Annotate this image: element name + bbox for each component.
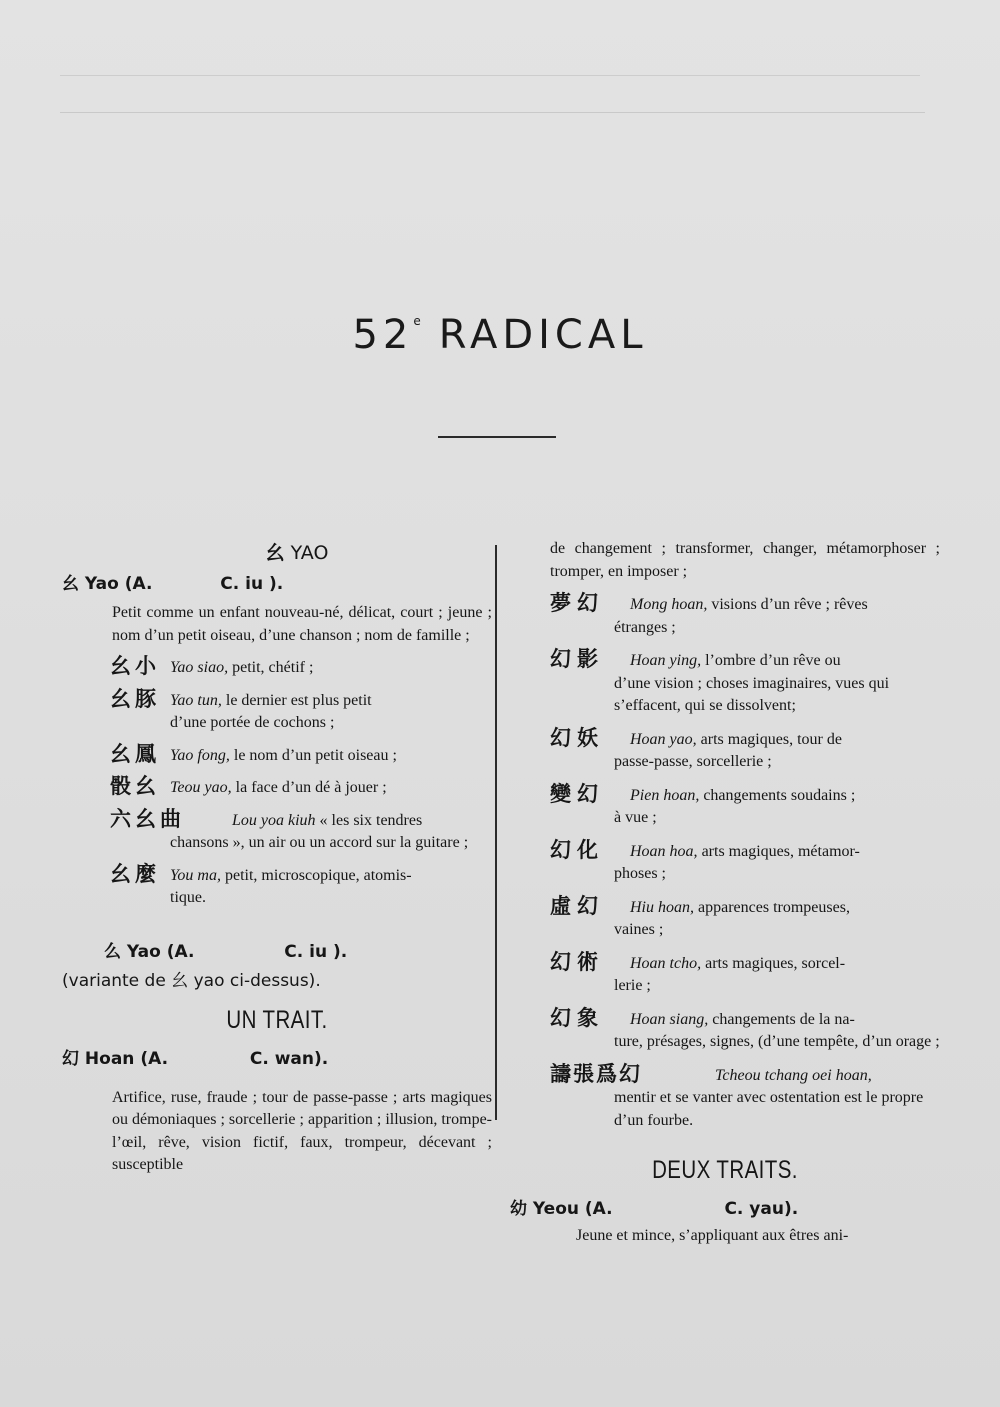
sub-cont: chansons », un air ou un accord sur la guitare ;	[170, 834, 469, 851]
sub-text: « les six tendres	[315, 811, 423, 829]
entry-a-label: (A.	[124, 574, 153, 594]
sub-chars: 幻術	[550, 949, 604, 974]
sub-entry-long	[510, 1061, 940, 1133]
sub-text: apparences trompeuses,	[694, 898, 850, 916]
sub-roman: Mong hoan,	[630, 596, 708, 613]
sub-entry	[510, 949, 940, 998]
right-column	[510, 538, 940, 1248]
sub-roman: Hiu hoan,	[630, 898, 694, 916]
entry-head-yeou	[510, 1195, 940, 1223]
sub-entry	[510, 647, 940, 718]
entry-c-label: C. iu ).	[284, 941, 348, 962]
section-title: UN TRAIT.	[226, 1005, 328, 1034]
sub-roman: Hoan tcho,	[630, 954, 702, 972]
entry-head-hoan	[62, 1045, 492, 1073]
sub-chars: 幻化	[550, 837, 604, 862]
entry-a-label: (A.	[584, 1199, 613, 1219]
sub-text: visions d’un rêve ; rêves	[707, 596, 868, 613]
entry-definition: Petit comme un enfant nouveau-né, délicat, court ; jeune ; nom d’un petit oiseau, d’une chanson ; nom de famille ;	[112, 604, 492, 644]
sub-entry	[62, 654, 492, 680]
sub-text: changements de la na-	[708, 1010, 855, 1028]
sub-chars: 幺麼	[110, 861, 160, 886]
sub-text: arts magiques, métamor-	[697, 842, 860, 860]
title-rule	[438, 436, 556, 438]
entry-c-label: C. wan).	[249, 1048, 329, 1069]
entry-char: 么	[104, 941, 121, 962]
sub-cont: à vue ;	[614, 809, 657, 826]
sub-cont: mentir et se vanter avec ostentation est le propre d’un fourbe.	[614, 1089, 924, 1129]
sub-cont: d’une vision ; choses imaginaires, vues qui s’effacent, qui se dissolvent;	[614, 674, 890, 714]
sub-roman: Hoan siang,	[630, 1010, 709, 1028]
sub-entry	[510, 781, 940, 830]
sub-chars: 譸張爲幻	[550, 1061, 642, 1086]
sub-chars: 幺小	[110, 654, 160, 678]
entry-head-yao	[62, 570, 492, 598]
sub-entry	[62, 774, 492, 800]
title-word: RADICAL	[438, 312, 648, 358]
sub-entry	[510, 725, 940, 774]
heading-label: YAO	[290, 542, 329, 564]
sub-entry	[510, 1005, 940, 1054]
sub-chars: 變幻	[550, 781, 604, 806]
sub-chars: 幺鳳	[110, 741, 160, 766]
sub-roman: Hoan yao,	[630, 730, 697, 748]
entry-c-label: C. iu ).	[220, 574, 284, 594]
sub-entry	[62, 741, 492, 768]
sub-entry	[510, 591, 940, 639]
sub-roman: Hoan hoa,	[630, 842, 698, 860]
left-column	[62, 538, 492, 1177]
bleed-through-rule	[60, 75, 920, 76]
sub-roman: Lou yoa kiuh	[232, 811, 316, 829]
entry-char: 幺	[62, 574, 79, 594]
sub-text: petit, chétif ;	[228, 659, 314, 676]
title-number: 52	[352, 312, 414, 358]
sub-chars: 虛幻	[550, 893, 604, 918]
sub-text: l’ombre d’un rêve ou	[701, 652, 841, 669]
sub-chars: 幻影	[550, 647, 604, 671]
sub-roman: Yao tun,	[170, 691, 222, 709]
sub-roman: Pien hoan,	[630, 786, 700, 804]
sub-chars: 幺豚	[110, 686, 160, 711]
sub-chars: 六幺曲	[110, 806, 185, 831]
sub-entry	[510, 893, 940, 942]
sub-roman: You ma,	[170, 866, 221, 884]
sub-text: arts magiques, sorcel-	[701, 954, 846, 972]
sub-entry	[62, 861, 492, 910]
sub-roman: Yao fong,	[170, 746, 230, 764]
title-ordinal: e	[413, 314, 421, 328]
sub-text: changements soudains ;	[699, 786, 856, 804]
bleed-through-rule	[60, 112, 925, 113]
sub-cont: étranges ;	[614, 618, 676, 636]
sub-text: le nom d’un petit oiseau ;	[229, 746, 397, 764]
column-divider	[495, 545, 497, 1120]
sub-cont: vaines ;	[614, 921, 664, 938]
sub-chars: 骰幺	[110, 774, 160, 798]
variant-note: (variante de 幺 yao ci-dessus).	[62, 970, 321, 991]
sub-text: la face d’un dé à jouer ;	[231, 779, 387, 796]
sub-cont: phoses ;	[614, 865, 666, 882]
entry-definition: Jeune et mince, s’appliquant aux êtres ani-	[576, 1227, 849, 1244]
sub-chars: 夢幻	[550, 591, 604, 615]
sub-roman: Yao siao,	[170, 659, 229, 676]
entry-definition: Artifice, ruse, fraude ; tour de passe-passe ; arts magiques ou démoniaques ; sorcellerie ; apparition ; illusion, trompe-l’œil, rêve, vision fictif, faux, trompeur, décevant ; susceptible	[112, 1088, 492, 1173]
page-title	[0, 312, 1000, 358]
entry-a-label: (A.	[166, 941, 195, 962]
entry-char: 幻	[62, 1048, 79, 1069]
sub-cont: ture, présages, signes, (d’une tempête, d’un orage ;	[614, 1033, 940, 1050]
heading-char: 幺	[265, 542, 285, 564]
section-title: DEUX TRAITS.	[652, 1156, 798, 1184]
sub-chars: 幻象	[550, 1005, 604, 1030]
sub-entry	[510, 837, 940, 886]
entry-roman: Yao	[84, 574, 119, 594]
sub-text: arts magiques, tour de	[696, 730, 842, 748]
radical-heading	[62, 538, 492, 566]
sub-roman: Hoan ying,	[630, 652, 702, 669]
sub-chars: 幻妖	[550, 725, 604, 750]
entry-char: 幼	[510, 1199, 527, 1219]
sub-text: petit, microscopique, atomis-	[220, 866, 412, 884]
sub-roman: Teou yao,	[170, 779, 232, 796]
sub-cont: tique.	[170, 889, 206, 906]
sub-roman: Tcheou tchang oei hoan,	[715, 1066, 872, 1084]
definition-continued: de changement ; transformer, changer, métamorphoser ; tromper, en imposer ;	[550, 540, 940, 580]
entry-roman: Yao	[126, 941, 161, 962]
sub-cont: d’une portée de cochons ;	[170, 714, 335, 731]
sub-text: le dernier est plus petit	[221, 691, 372, 709]
entry-roman: Hoan	[84, 1048, 135, 1069]
sub-entry	[62, 806, 492, 855]
sub-cont: passe-passe, sorcellerie ;	[614, 753, 772, 770]
entry-roman: Yeou	[532, 1199, 579, 1219]
entry-a-label: (A.	[140, 1048, 169, 1069]
sub-cont: lerie ;	[614, 977, 651, 994]
entry-head-yao-variant	[62, 938, 492, 966]
sub-entry	[62, 686, 492, 735]
entry-c-label: C. yau).	[724, 1199, 799, 1219]
